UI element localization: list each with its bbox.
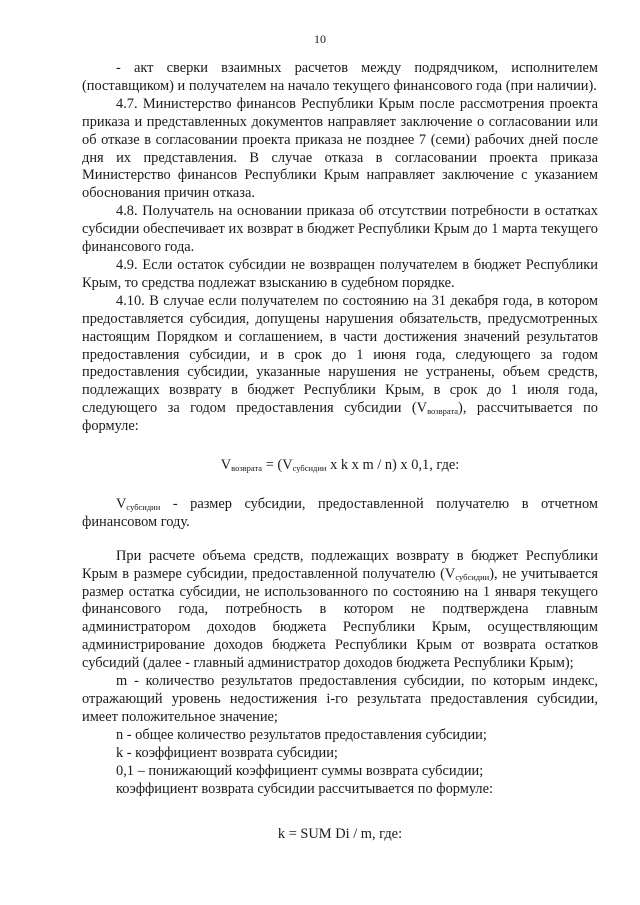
paragraph-return-calculation [82,548,598,673]
formula-intro: коэффициент возврата субсидии рассчитывается по формуле: [116,780,493,797]
definition-v-subsidy-text: - размер субсидии, предоставленной получателю в отчетном финансовом году. [82,495,598,530]
formula-volume-return [82,457,598,475]
formula-lhs-subscript: возврата [231,463,263,474]
v-subsidy-symbol: V [116,495,127,512]
return-calculation-subscript: субсидии [455,571,490,582]
paragraph-act-reconciliation: - акт сверки взаимных расчетов между подрядчиком, исполнителем (поставщиком) и получателем на начало текущего финансового года (при наличии). [82,60,598,94]
paragraph-4-9: 4.9. Если остаток субсидии не возвращен получателем в бюджет Республики Крым, то средства подлежат взысканию в судебном порядке. [82,256,598,291]
formula-rhs-subscript: субсидии [292,463,327,474]
paragraph-4-8: 4.8. Получатель на основании приказа об отсутствии потребности в остатках субсидии обеспечивает их возврат в бюджет Республики Крым до 1 марта текущего финансового года. [82,203,598,256]
definition-v-subsidy [82,496,598,532]
definition-n: n - общее количество результатов предоставления субсидии; [116,726,487,743]
formula-eq-open: = (V [262,457,293,474]
v-return-subscript: возврата [427,406,459,417]
paragraph-4-10-text: 4.10. В случае если получателем по состоянию на 31 декабря года, в котором предоставляется субсидия, допущены нарушения обязательств, предусмотренных настоящим Порядком и соглашением, в части достижения значений результатов предоставления субсидии, и в срок до 1 июня года, следующего за годом предоставления субсидии, указанные нарушения не устранены, объем средств, подлежащих возврату в бюджет Республики Крым, в срок до 1 июля года, следующего за годом предоставления субсидии [82,292,598,417]
formula-return-coefficient: k = SUM Di / m, где: [277,826,403,843]
v-subsidy-subscript: субсидии [126,501,161,512]
definition-k: k - коэффициент возврата субсидии; [116,744,338,761]
paragraph-4-7: 4.7. Министерство финансов Республики Крым после рассмотрения проекта приказа и представленных документов направляет заключение о согласовании или об отказе в согласовании проекта приказа не позднее 7 (семи) рабочих дней после дня их представления. В случае отказа в согласовании проекта приказа Министерство финансов Республики Крым направляет заключение с указанием обоснования причин отказа. [82,95,598,202]
definition-coefficient: 0,1 – понижающий коэффициент суммы возврата субсидии; [116,762,484,779]
return-calculation-text: При расчете объема средств, подлежащих возврату в бюджет Республики Крым в размере субсидии, предоставленной получателю (V [82,547,598,582]
definition-m: m - количество результатов предоставления субсидии, по которым индекс, отражающий уровень недостижения i-го результата предоставления субсидии, имеет положительное значение; [82,673,598,725]
page-number: 10 [314,32,326,46]
v-return-open: (V [411,400,428,417]
formula-lhs: V [220,457,232,474]
document-body [82,60,598,844]
paragraph-4-10 [82,293,598,436]
return-calculation-tail: ), не учитывается размер остатка субсидии, не использованного по состоянию на 1 января текущего финансового года, потребность в котором не подтверждена главным администратором доходов бюджета Республики Крым, осуществляющим администрирование доходов бюджета Республики Крым от возврата остатков субсидий (далее - главный администратор доходов бюджета Республики Крым); [82,565,598,672]
paragraph-4-10-tail: ), рассчитывается по формуле: [82,400,598,435]
formula-rhs-tail: x k x m / n) x 0,1, где: [326,457,460,474]
